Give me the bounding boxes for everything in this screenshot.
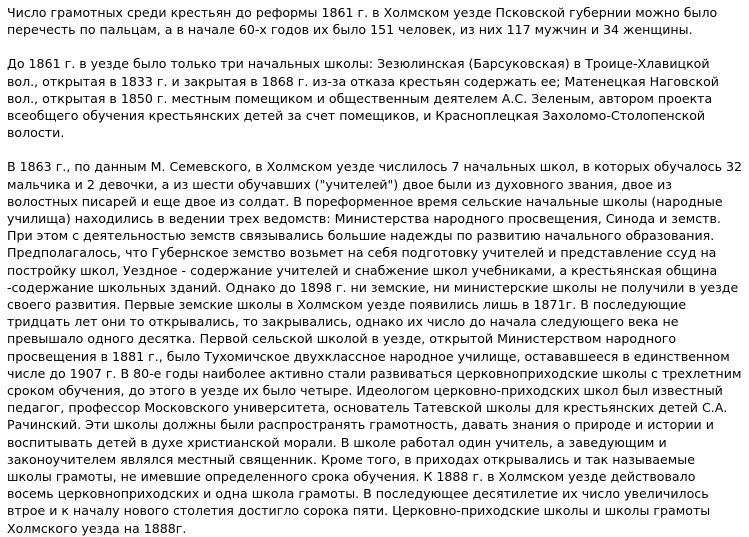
paragraph-school-development: В 1863 г., по данным М. Семевского, в Холмском уезде числилось 7 начальных школ, в которых обучалось 32 мальчика и 2 девочки, а из шести обучавших ("учителей") двое были из духовного звания, двое из волостных писарей и еще двое из солдат. В пореформенное время сельские начальные школы (народные училища) находились в ведении трех ведомств: Министерства народного просвещения, Синода и земств. При этом с деятельностью земств связывались большие надежды по развитию начального образования. Предполагалось, что Губернское земство возьмет на себя подготовку учителей и представление ссуд на постройку школ, Уездное - содержание учителей и снабжение школ учебниками, а крестьянская община -содержание школьных зданий. Однако до 1898 г. ни земские, ни министерские школы не получили в уезде своего развития. Первые земские школы в Холмском уезде появились лишь в 1871г. В последующие тридцать лет они то открывались, то закрывались, однако их число до начала следующего века не превышало одного десятка. Первой сельской школой в уезде, открытой Министерством народного просвещения в 1881 г., было Тухомичское двухклассное народное училище, остававшееся в единственном числе до 1907 г. В 80-е годы наиболее активно стали развиваться церковноприходские школы с трехлетним сроком обучения, до этого в уезде их было четыре. Идеологом церковно-приходских школ был известный педагог, профессор Московского университета, основатель Татевской школы для крестьянских детей С.А. Рачинский. Эти школы должны были распространять грамотность, давать знания о природе и истории и воспитывать детей в духе христианской морали. В школе работал один учитель, а заведующим и законоучителем являлся местный священник. Кроме того, в приходах открывались и так называемые школы грамоты, не имевшие определенного срока обучения. К 1888 г. в Холмском уезде действовало восемь церковноприходских и одна школа грамоты. В последующее десятилетие их число увеличилось втрое и к началу нового столетия достигло сорока пяти. Церковно-приходские школы и школы грамоты Холмского уезда на 1888г. xyxy=(7,159,743,536)
paragraph-early-schools: До 1861 г. в уезде было только три начальных школы: Зезюлинская (Барсуковская) в Троице-Хлавицкой вол., открытая в 1833 г. и закрытая в 1868 г. из-за отказа крестьян содержать ее; Матенецкая Наговской вол., открытая в 1850 г. местным помещиком и общественным деятелем А.С. Зеленым, автором проекта всеобщего обучения крестьянских детей за счет помещиков, и Красноплецкая Захоломо-Столопенской волости. xyxy=(7,56,719,141)
paragraph-literacy: Число грамотных среди крестьян до реформы 1861 г. в Холмском уезде Псковской губернии можно было перечесть по пальцам, а в начале 60-х годов их было 151 человек, из них 117 мужчин и 34 женщины. xyxy=(7,5,718,38)
